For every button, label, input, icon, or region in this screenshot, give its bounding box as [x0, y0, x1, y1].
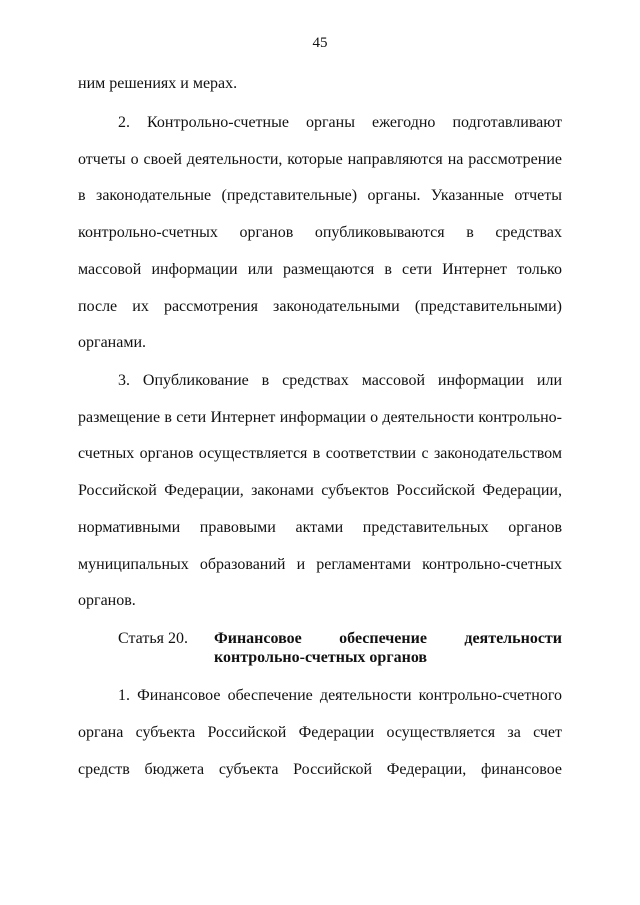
paragraph-line: отчеты о своей деятельности, которые направляются на рассмотрение — [78, 151, 562, 168]
paragraph-line: Российской Федерации, законами субъектов Российской Федерации, — [78, 482, 562, 499]
paragraph-line: нормативными правовыми актами представительных органов — [78, 519, 562, 536]
paragraph-line: 2. Контрольно-счетные органы ежегодно подготавливают — [118, 114, 562, 131]
page-number: 45 — [312, 35, 328, 51]
paragraph-line: ним решениях и мерах. — [78, 75, 238, 92]
paragraph-line: после их рассмотрения законодательными (представительными) — [78, 298, 562, 315]
article-title: Финансовое обеспечение деятельности — [214, 630, 562, 647]
paragraph-line: 3. Опубликование в средствах массовой информации или — [118, 372, 562, 389]
paragraph-line: органа субъекта Российской Федерации осуществляется за счет — [78, 724, 562, 741]
paragraph-line: органов. — [78, 592, 136, 609]
paragraph-line: муниципальных образований и регламентами контрольно-счетных — [78, 556, 562, 573]
paragraph-line: органами. — [78, 334, 147, 351]
article-label: Статья 20. — [118, 630, 188, 647]
article-title: контрольно-счетных органов — [214, 649, 428, 666]
paragraph-line: 1. Финансовое обеспечение деятельности контрольно-счетного — [118, 687, 562, 704]
paragraph-line: средств бюджета субъекта Российской Федерации, финансовое — [78, 761, 562, 778]
paragraph-line: контрольно-счетных органов опубликовываются в средствах — [78, 224, 562, 241]
paragraph-line: размещение в сети Интернет информации о деятельности контрольно- — [78, 409, 562, 426]
paragraph-line: в законодательные (представительные) органы. Указанные отчеты — [78, 187, 562, 204]
paragraph-line: счетных органов осуществляется в соответствии с законодательством — [78, 445, 562, 462]
paragraph-line: массовой информации или размещаются в сети Интернет только — [78, 261, 562, 278]
